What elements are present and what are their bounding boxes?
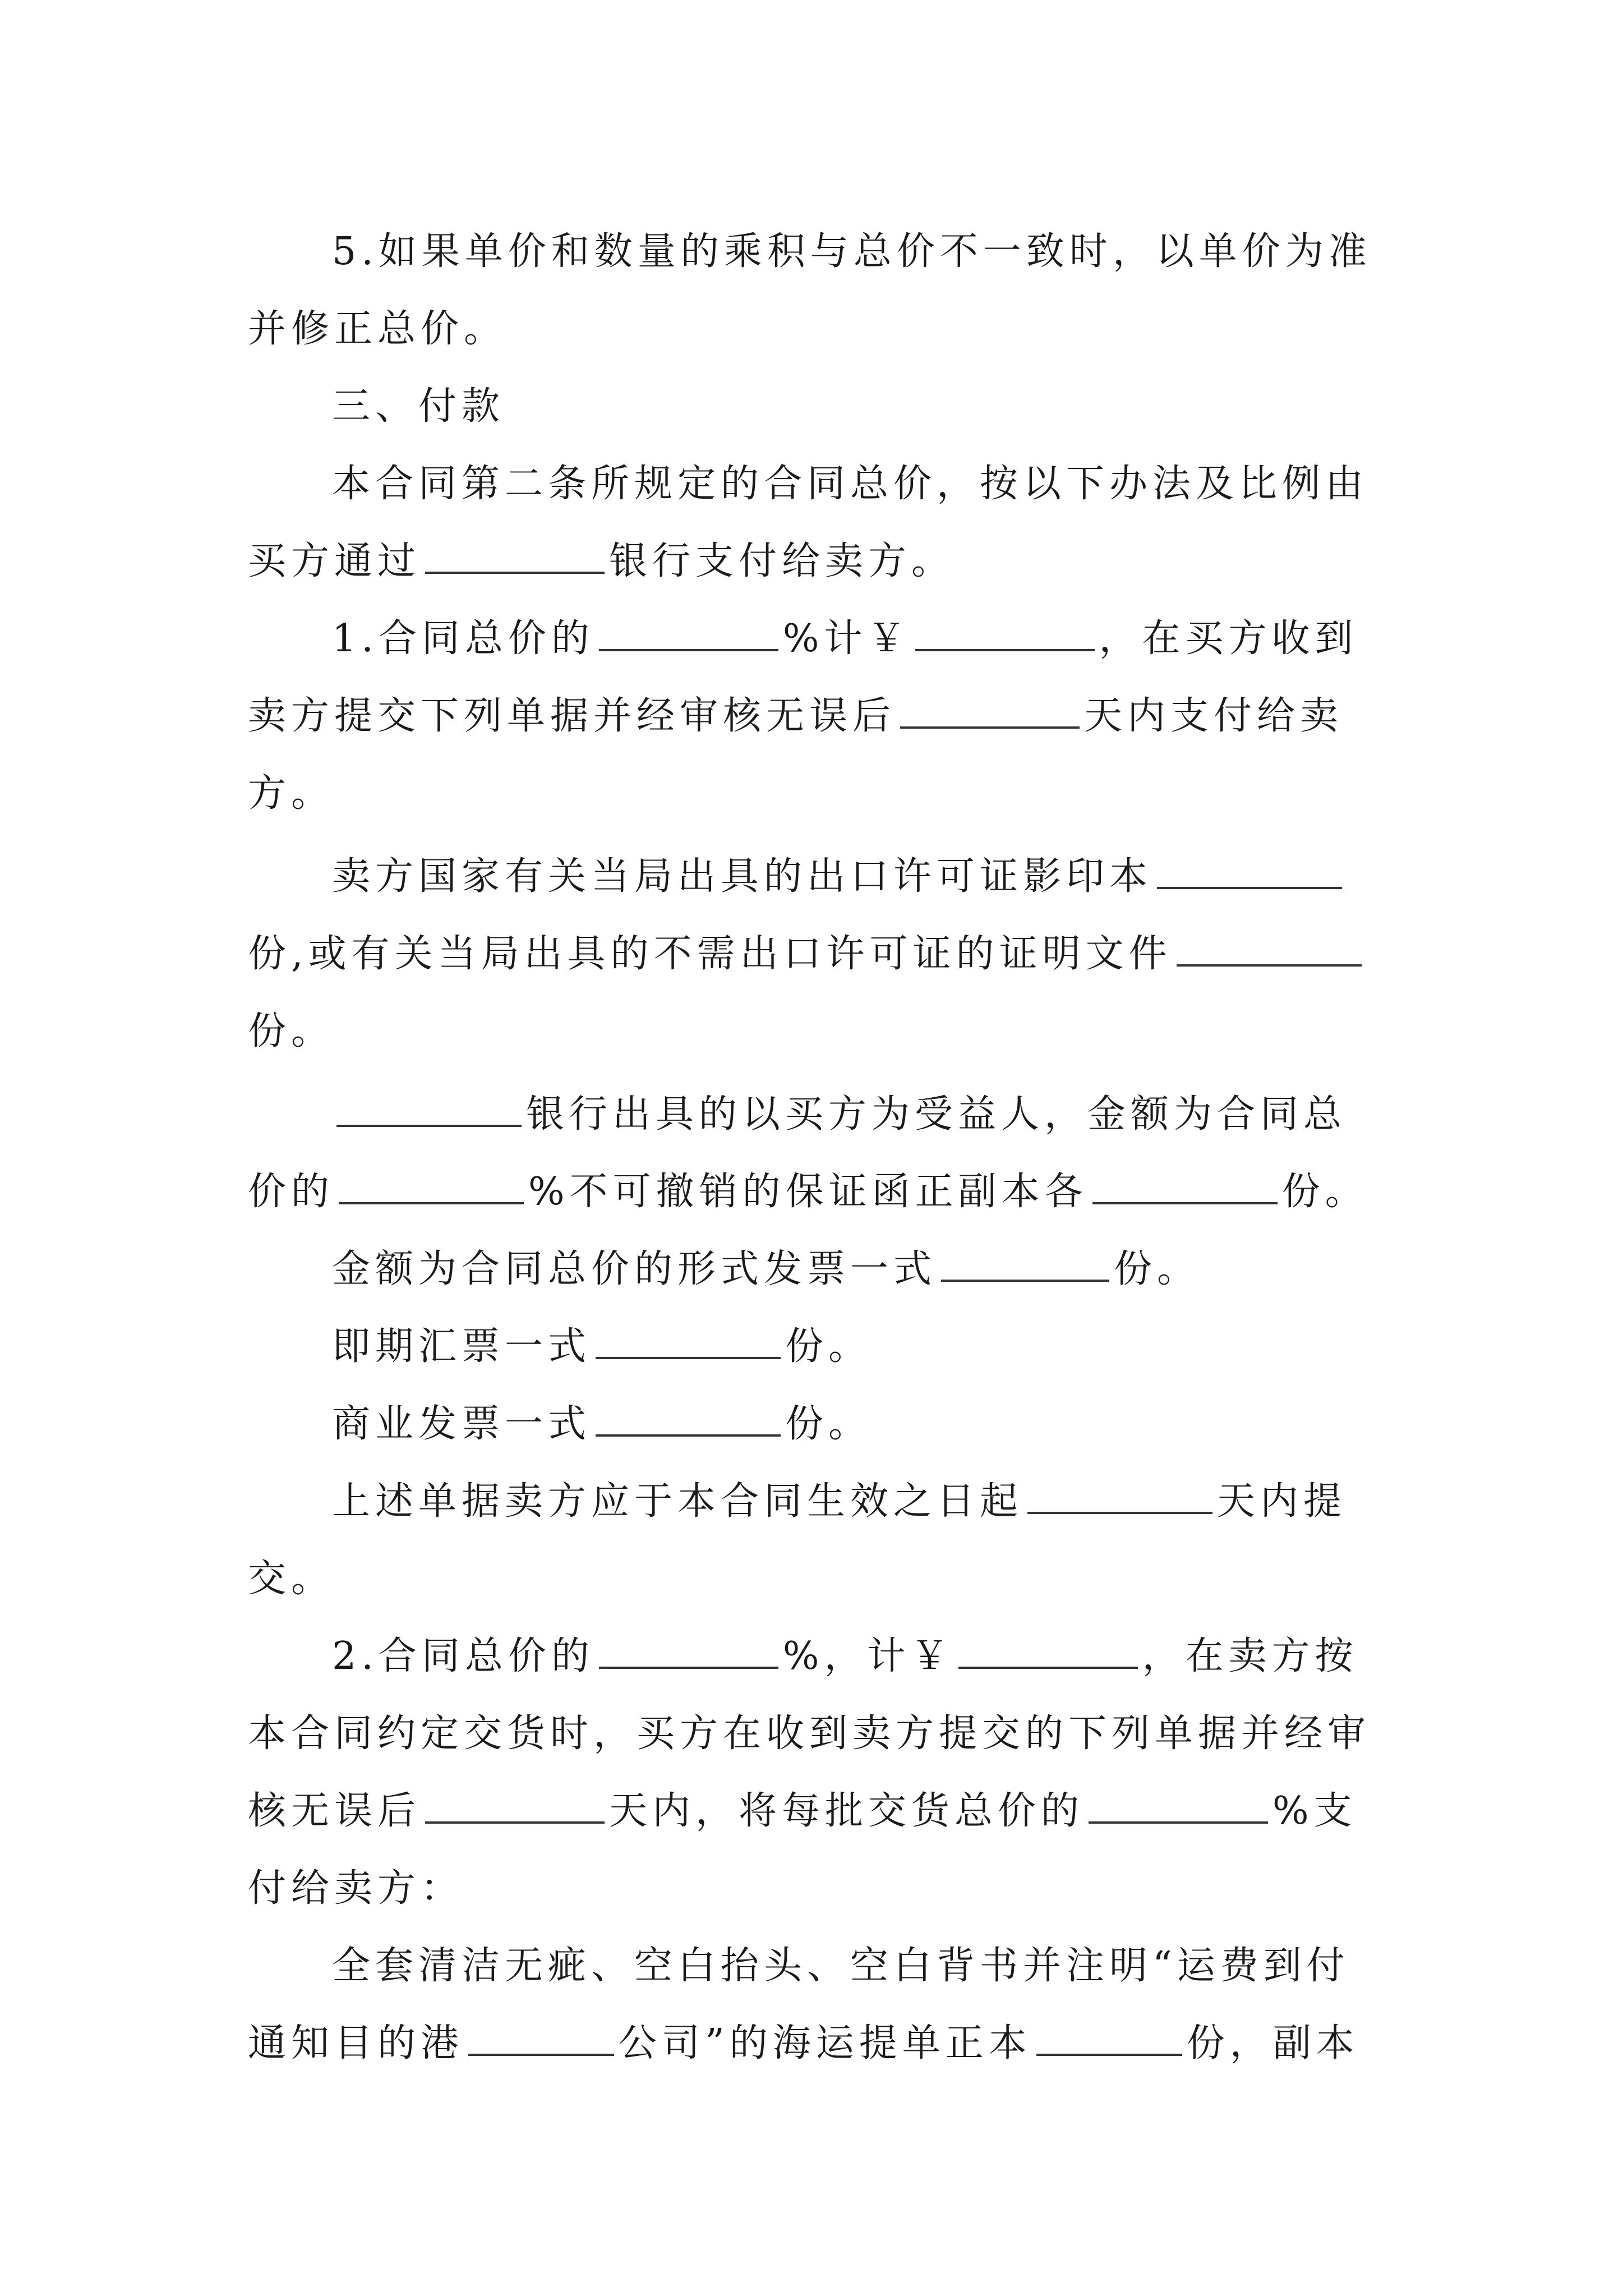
copies-blank[interactable] — [596, 1318, 781, 1359]
clause-2-line-2: 本合同约定交货时，买方在收到卖方提交的下列单据并经审 — [248, 1711, 1371, 1756]
clause-2-line-1: 2.合同总价的 %，计￥ ，在卖方按 — [248, 1618, 1386, 1695]
paragraph-5-line-2: 并修正总价。 — [248, 307, 508, 351]
clause-2-line-4: 付给卖方： — [248, 1866, 464, 1911]
days-blank[interactable] — [1027, 1473, 1212, 1514]
bill-of-lading-line-1: 全套清洁无疵、空白抬头、空白背书并注明“运费到付 — [332, 1944, 1350, 1988]
company-name-blank[interactable] — [468, 2014, 614, 2056]
payment-intro-line-1: 本合同第二条所规定的合同总价，按以下办法及比例由 — [332, 462, 1369, 506]
clause-1-line-2: 卖方提交下列单据并经审核无误后 天内支付给卖 — [248, 678, 1386, 755]
copies-blank[interactable] — [1092, 1163, 1278, 1204]
paragraph-5-line-1: 5.如果单价和数量的乘积与总价不一致时，以单价为准 — [332, 229, 1372, 274]
clause-1-line-1: 1.合同总价的 %计￥ ，在买方收到 — [248, 600, 1386, 678]
percent-blank[interactable] — [1089, 1782, 1268, 1824]
payment-intro-line-2: 买方通过 银行支付给卖方。 — [248, 523, 1386, 600]
days-blank[interactable] — [425, 1782, 605, 1824]
percent-blank[interactable] — [599, 610, 778, 651]
days-blank[interactable] — [900, 687, 1080, 729]
copies-blank[interactable] — [1036, 2014, 1182, 2056]
bill-of-lading-line-2: 通知目的港 公司”的海运提单正本 份，副本 — [248, 2005, 1386, 2082]
export-license-line-3: 份。 — [248, 1009, 335, 1053]
copies-blank[interactable] — [596, 1395, 781, 1437]
submission-deadline-line-1: 上述单据卖方应于本合同生效之日起 天内提 — [248, 1463, 1386, 1540]
bank-name-blank[interactable] — [425, 532, 605, 574]
percent-blank[interactable] — [339, 1163, 524, 1204]
amount-blank[interactable] — [958, 1627, 1138, 1669]
sight-draft-line: 即期汇票一式 份。 — [248, 1308, 1386, 1386]
export-license-line-1: 卖方国家有关当局出具的出口许可证影印本 — [248, 838, 1386, 915]
section-heading-payment: 三、付款 — [332, 384, 505, 429]
clause-1-line-3: 方。 — [248, 771, 335, 816]
commercial-invoice-line: 商业发票一式 份。 — [248, 1386, 1386, 1463]
copies-blank[interactable] — [941, 1240, 1109, 1282]
document-page — [248, 213, 1386, 2082]
amount-blank[interactable] — [915, 610, 1095, 651]
clause-2-line-3: 核无误后 天内，将每批交货总价的 %支 — [248, 1773, 1386, 1850]
export-license-line-2: 份,或有关当局出具的不需出口许可证的证明文件 — [248, 915, 1386, 993]
submission-deadline-line-2: 交。 — [248, 1557, 335, 1601]
bank-name-blank[interactable] — [336, 1085, 522, 1127]
guarantee-line-1: 银行出具的以买方为受益人，金额为合同总 — [248, 1076, 1386, 1153]
copies-blank[interactable] — [1157, 848, 1342, 889]
guarantee-line-2: 价的 %不可撤销的保证函正副本各 份。 — [248, 1153, 1386, 1231]
percent-blank[interactable] — [599, 1627, 778, 1669]
proforma-invoice-line: 金额为合同总价的形式发票一式 份。 — [248, 1231, 1386, 1308]
copies-blank[interactable] — [1177, 925, 1362, 967]
